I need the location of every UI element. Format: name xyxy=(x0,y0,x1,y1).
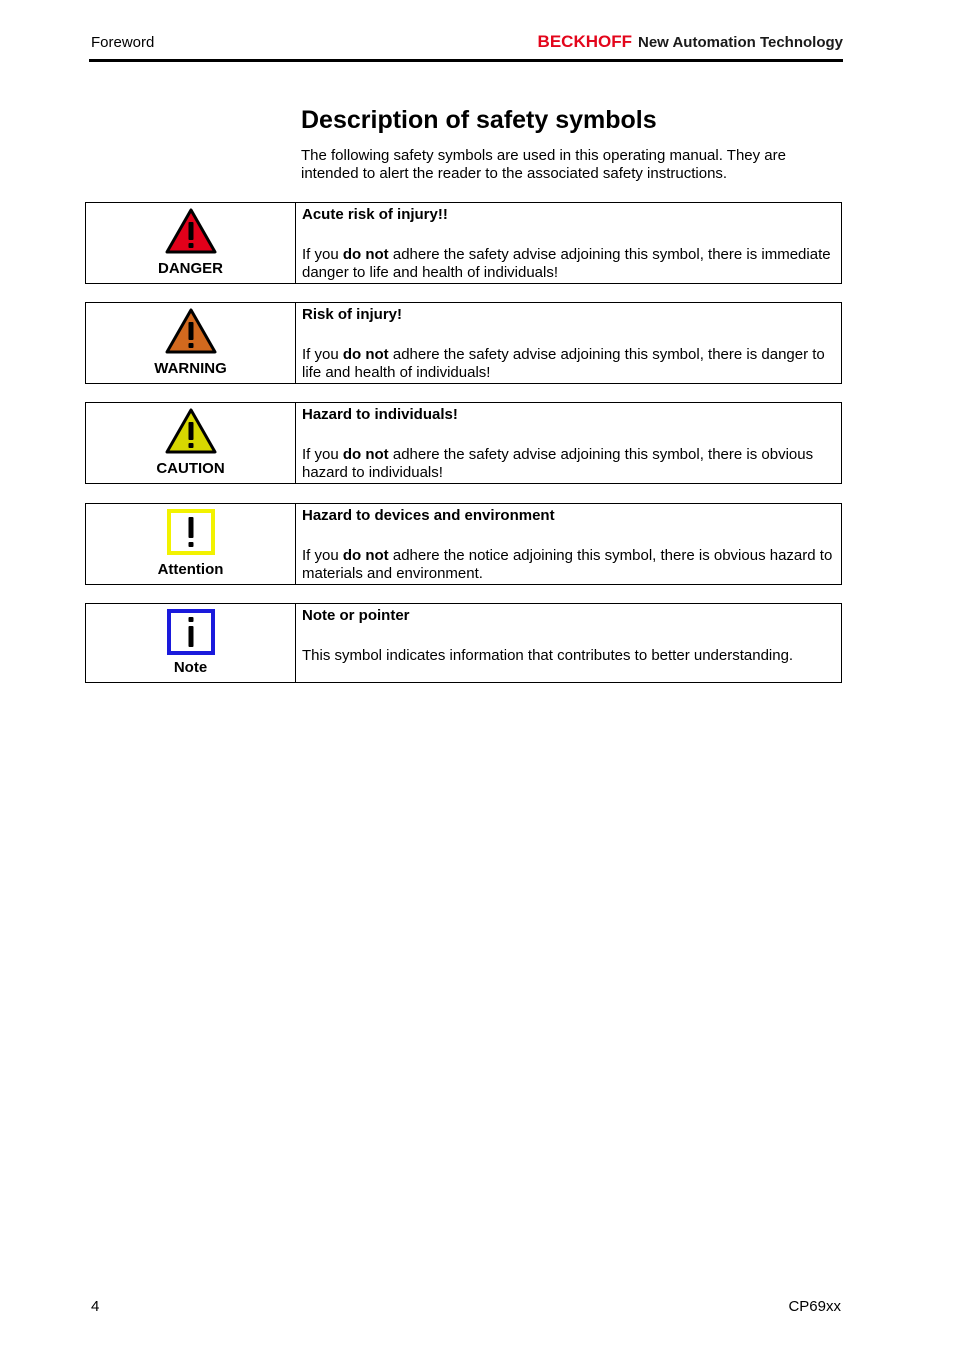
symbol-row-attention xyxy=(85,503,842,585)
body-text: If you xyxy=(302,346,343,363)
brand-tagline: New Automation Technology xyxy=(638,34,843,51)
symbol-description xyxy=(296,303,841,383)
header-section-title: Foreword xyxy=(91,34,155,51)
symbol-cell xyxy=(86,203,296,283)
symbol-label: Note xyxy=(173,659,208,676)
body-emphasis: do not xyxy=(342,346,389,363)
symbol-row-caution xyxy=(85,402,842,484)
symbol-label: CAUTION xyxy=(156,460,225,477)
body-text: If you xyxy=(302,246,343,263)
symbol-cell xyxy=(86,504,296,584)
symbol-description xyxy=(296,403,841,483)
symbol-heading: Acute risk of injury!! xyxy=(302,206,448,223)
symbol-body xyxy=(302,547,835,583)
symbol-heading: Hazard to individuals! xyxy=(302,406,458,423)
symbol-row-danger xyxy=(85,202,842,284)
symbol-label: DANGER xyxy=(157,260,223,277)
warning-triangle-icon xyxy=(164,307,218,355)
symbol-description xyxy=(296,504,841,584)
brand-logo xyxy=(538,32,843,52)
symbol-label: Attention xyxy=(157,561,224,578)
symbol-heading: Note or pointer xyxy=(302,607,410,624)
body-emphasis: do not xyxy=(342,446,389,463)
danger-triangle-icon xyxy=(164,207,218,255)
symbol-body xyxy=(302,246,835,282)
symbol-cell xyxy=(86,403,296,483)
page-number: 4 xyxy=(91,1298,100,1315)
symbol-body xyxy=(302,346,835,382)
symbol-body xyxy=(302,446,835,482)
product-name: CP69xx xyxy=(788,1298,841,1315)
body-text: adhere the safety advise adjoining this symbol, there is immediate danger to life and health of individuals! xyxy=(302,246,831,281)
symbol-row-note xyxy=(85,603,842,683)
body-text: adhere the notice adjoining this symbol, there is obvious hazard to materials and environment. xyxy=(302,547,833,582)
symbol-label: WARNING xyxy=(154,360,227,377)
symbol-heading: Hazard to devices and environment xyxy=(302,507,555,524)
symbol-cell xyxy=(86,604,296,682)
symbol-cell xyxy=(86,303,296,383)
note-info-icon xyxy=(164,608,218,656)
body-text: If you xyxy=(302,446,343,463)
intro-paragraph: The following safety symbols are used in this operating manual. They are intended to alert the reader to the associated safety instructions. xyxy=(301,147,786,182)
symbol-description xyxy=(296,203,841,283)
body-text: adhere the safety advise adjoining this symbol, there is obvious hazard to individuals! xyxy=(302,446,814,481)
symbol-body xyxy=(302,647,835,665)
symbol-description xyxy=(296,604,841,682)
symbol-row-warning xyxy=(85,302,842,384)
symbol-heading: Risk of injury! xyxy=(302,306,403,323)
body-text: This symbol indicates information that contributes to better understanding. xyxy=(302,647,794,664)
body-emphasis: do not xyxy=(342,547,389,564)
page-header xyxy=(89,28,843,62)
brand-name: BECKHOFF xyxy=(537,32,632,51)
body-text: If you xyxy=(302,547,343,564)
caution-triangle-icon xyxy=(164,407,218,455)
body-emphasis: do not xyxy=(342,246,389,263)
page-title: Description of safety symbols xyxy=(301,106,657,134)
attention-exclamation-icon xyxy=(164,508,218,556)
body-text: adhere the safety advise adjoining this symbol, there is danger to life and health of individuals! xyxy=(302,346,825,381)
